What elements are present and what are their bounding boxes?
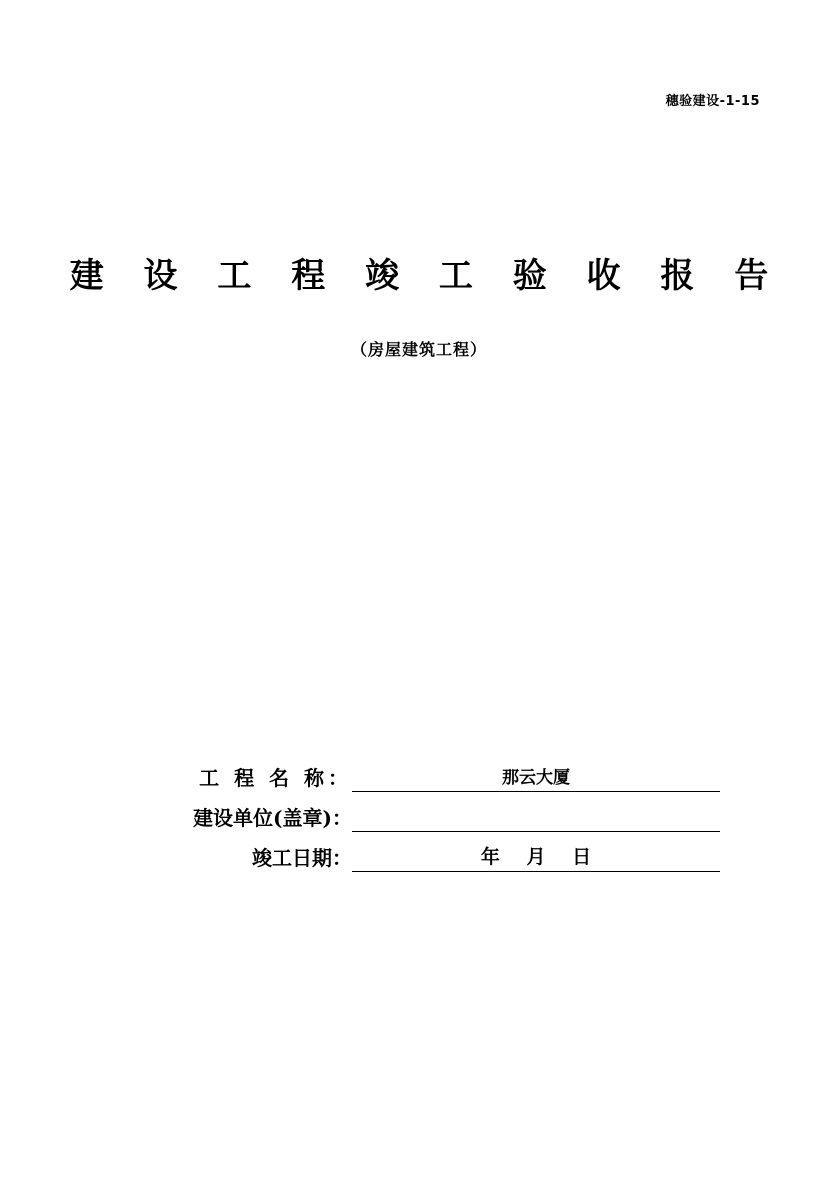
project-name-label: 工 程 名 称： <box>199 766 352 790</box>
completion-date-value[interactable]: 年 月 日 <box>352 832 720 872</box>
construction-unit-label: 建设单位(盖章)： <box>193 806 352 830</box>
form-code: 穗验建设-1-15 <box>665 94 760 109</box>
page-subtitle: （房屋建筑工程） <box>350 340 487 359</box>
field-row-project-name <box>168 752 720 792</box>
field-row-construction-unit <box>168 792 720 832</box>
form-fields <box>168 752 720 872</box>
project-name-value[interactable]: 那云大厦 <box>352 752 720 792</box>
completion-date-label: 竣工日期： <box>252 846 352 870</box>
field-row-completion-date <box>168 832 720 872</box>
construction-unit-value[interactable] <box>352 792 720 832</box>
page-title: 建 设 工 程 竣 工 验 收 报 告 <box>69 256 783 296</box>
